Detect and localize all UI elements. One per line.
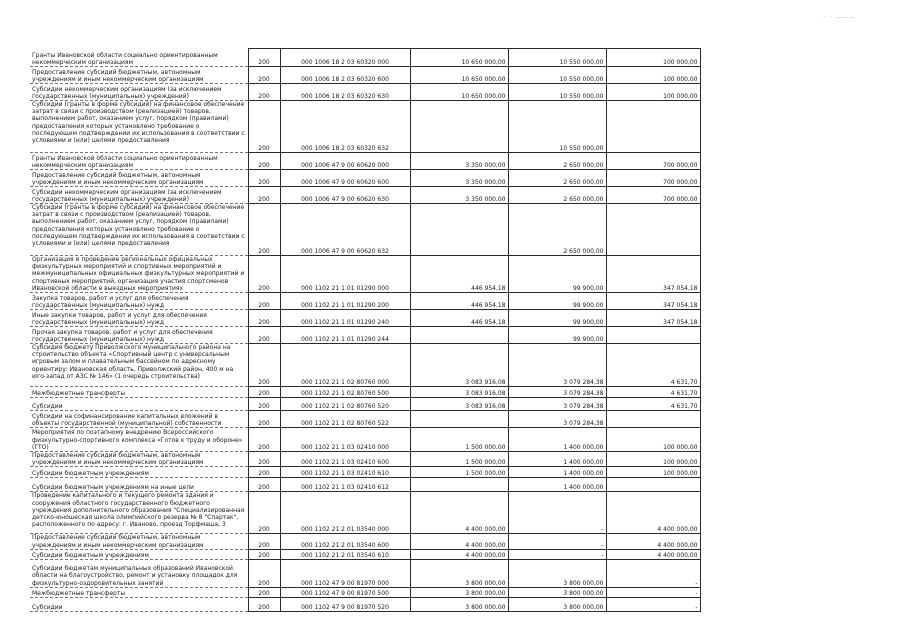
table-row [30,428,700,452]
row-budget-code: 000 1102 21 1 03 02410 000 [280,428,410,452]
row-budget-code: 000 1006 18 2 03 60320 600 [280,67,410,84]
row-unexecuted-amount: 4 400 000,00 [606,549,700,559]
row-name: Предоставление субсидий бюджетным, автономным учреждениям и иным некоммерческим организациям [30,534,248,549]
row-approved-amount: 3 350 000,00 [410,187,508,204]
row-unexecuted-amount [606,478,700,492]
row-line-code: 200 [248,187,280,204]
row-executed-amount: 10 550 000,00 [508,67,606,84]
row-approved-amount: 446 954,18 [410,256,508,293]
row-unexecuted-amount: - [606,597,700,611]
row-approved-amount: 3 083 916,08 [410,344,508,387]
row-approved-amount: 4 400 000,00 [410,534,508,549]
table-row [30,67,700,84]
row-approved-amount: 4 400 000,00 [410,492,508,534]
row-name: Субсидии (гранты в форме субсидий) на финансовое обеспечение затрат в связи с производством (реализацией) товаров, выполнением работ, оказанием услуг, порядком (правилами) предоставления которых установлено требование о последующем подтверждении их использования в соответствии с условиями и (или) целями предоставления [30,204,248,256]
row-executed-amount: 3 079 284,38 [508,344,606,387]
row-line-code: 200 [248,411,280,428]
row-approved-amount: 3 350 000,00 [410,170,508,187]
row-approved-amount: 3 800 000,00 [410,597,508,611]
row-name: Мероприятия по поэтапному внедрению Всероссийского физкультурно-спортивного комплекса «Готов к труду и обороне» (ГТО) [30,428,248,452]
row-executed-amount: 10 550 000,00 [508,49,606,67]
table-row [30,49,700,67]
row-budget-code: 000 1102 47 9 00 81970 000 [280,559,410,587]
row-unexecuted-amount: 4 631,70 [606,387,700,398]
row-unexecuted-amount: 100 000,00 [606,428,700,452]
row-executed-amount: 2 650 000,00 [508,153,606,170]
row-executed-amount: 99 900,00 [508,327,606,344]
row-unexecuted-amount: 700 000,00 [606,187,700,204]
row-budget-code: 000 1102 21 1 01 01290 240 [280,310,410,327]
row-approved-amount: 3 800 000,00 [410,587,508,597]
row-unexecuted-amount [606,411,700,428]
table-row [30,187,700,204]
row-name: Субсидии некоммерческим организациям (за исключением государственных (муниципальных) учреждений) [30,187,248,204]
row-unexecuted-amount: - [606,559,700,587]
row-executed-amount: 1 400 000,00 [508,467,606,478]
table-row [30,411,700,428]
row-unexecuted-amount [606,204,700,256]
row-budget-code: 000 1102 21 1 01 01290 244 [280,327,410,344]
row-name: Субсидия бюджету Приволжского муниципального района на строительство объекта «Спортивный центр с универсальным игровым залом и плавательным бассейном по адресному ориентиру: Ивановская область, Приволжский район, 400 м на юго-запад от АЗС № 146» (1 очередь строительства) [30,344,248,387]
row-executed-amount: 1 400 000,00 [508,478,606,492]
row-line-code: 200 [248,549,280,559]
row-line-code: 200 [248,293,280,310]
row-line-code: 200 [248,478,280,492]
table-row [30,534,700,549]
row-approved-amount [410,478,508,492]
row-unexecuted-amount [606,327,700,344]
row-line-code: 200 [248,398,280,411]
row-name: Иные закупки товаров, работ и услуг для обеспечения государственных (муниципальных) нужд [30,310,248,327]
row-executed-amount: 3 079 284,38 [508,411,606,428]
row-budget-code: 000 1102 21 1 03 02410 612 [280,478,410,492]
row-line-code: 200 [248,49,280,67]
row-line-code: 200 [248,387,280,398]
row-line-code: 200 [248,84,280,101]
row-line-code: 200 [248,587,280,597]
row-executed-amount: 3 079 284,38 [508,398,606,411]
row-unexecuted-amount: 347 054,18 [606,256,700,293]
row-budget-code: 000 1102 21 1 01 01290 000 [280,256,410,293]
budget-table-body [30,49,700,612]
row-unexecuted-amount [606,101,700,153]
row-name: Субсидии бюджетам муниципальных образований Ивановской области на благоустройство, ремонт и установку площадок для физкультурно-оздоровительных занятий [30,559,248,587]
row-line-code: 200 [248,153,280,170]
row-unexecuted-amount: 4 400 000,00 [606,492,700,534]
row-name: Организация и проведение региональных официальных физкультурных мероприятий и спортивных мероприятий и межмуниципальных официальных физкультурных мероприятий и спортивных мероприятий, организация участия спортсменов Ивановской области в выездных мероприятиях [30,256,248,293]
row-unexecuted-amount: - [606,587,700,597]
row-executed-amount: - [508,492,606,534]
row-unexecuted-amount: 700 000,00 [606,170,700,187]
corner-mark: · · · ——— [818,14,857,21]
row-budget-code: 000 1006 47 9 00 60620 600 [280,170,410,187]
table-row [30,398,700,411]
row-line-code: 200 [248,310,280,327]
row-name: Субсидии на софинансирование капитальных вложений в объекты государственной (муниципальной) собственности [30,411,248,428]
row-budget-code: 000 1006 18 2 03 60320 630 [280,84,410,101]
table-row [30,293,700,310]
table-row [30,153,700,170]
row-line-code: 200 [248,559,280,587]
row-unexecuted-amount: 100 000,00 [606,67,700,84]
row-line-code: 200 [248,534,280,549]
row-name: Предоставление субсидий бюджетным, автономным учреждениям и иным некоммерческим организациям [30,170,248,187]
table-row [30,559,700,587]
row-line-code: 200 [248,344,280,387]
row-approved-amount: 10 650 000,00 [410,84,508,101]
row-unexecuted-amount: 100 000,00 [606,467,700,478]
table-row [30,344,700,387]
row-name: Субсидии бюджетным учреждениям [30,549,248,559]
row-budget-code: 000 1102 21 1 02 80760 000 [280,344,410,387]
row-budget-code: 000 1102 21 1 02 80760 520 [280,398,410,411]
row-executed-amount: 2 650 000,00 [508,187,606,204]
row-budget-code: 000 1006 18 2 03 60320 000 [280,49,410,67]
row-line-code: 200 [248,204,280,256]
row-executed-amount: - [508,534,606,549]
row-budget-code: 000 1006 18 2 03 60320 632 [280,101,410,153]
row-approved-amount: 446 954,18 [410,310,508,327]
table-row [30,101,700,153]
row-executed-amount: 2 650 000,00 [508,170,606,187]
row-executed-amount: 1 400 000,00 [508,428,606,452]
row-approved-amount [410,411,508,428]
row-name: Межбюджетные трансферты [30,387,248,398]
row-name: Субсидии (гранты в форме субсидий) на финансовое обеспечение затрат в связи с производством (реализацией) товаров, выполнением работ, оказанием услуг, порядком (правилами) предоставления которых установлено требование о последующем подтверждении их использования в соответствии с условиями и (или) целями предоставления [30,101,248,153]
row-approved-amount: 446 954,18 [410,293,508,310]
budget-table [30,48,701,612]
row-approved-amount: 3 083 916,08 [410,398,508,411]
table-row [30,170,700,187]
row-executed-amount: 10 550 000,00 [508,84,606,101]
row-line-code: 200 [248,467,280,478]
row-name: Предоставление субсидий бюджетным, автономным учреждениям и иным некоммерческим организациям [30,67,248,84]
row-name: Субсидии [30,398,248,411]
row-executed-amount: 3 800 000,00 [508,597,606,611]
row-budget-code: 000 1006 47 9 00 60620 000 [280,153,410,170]
row-executed-amount: 99 900,00 [508,293,606,310]
row-approved-amount: 3 350 000,00 [410,153,508,170]
row-unexecuted-amount: 100 000,00 [606,452,700,467]
row-approved-amount: 3 800 000,00 [410,559,508,587]
row-name: Прочая закупка товаров, работ и услуг для обеспечения государственных (муниципальных) нужд [30,327,248,344]
table-row [30,310,700,327]
row-approved-amount [410,101,508,153]
row-line-code: 200 [248,327,280,344]
row-budget-code: 000 1102 21 1 02 80760 522 [280,411,410,428]
row-executed-amount: 3 079 284,38 [508,387,606,398]
table-row [30,549,700,559]
table-row [30,492,700,534]
table-row [30,467,700,478]
row-executed-amount: 99 900,00 [508,310,606,327]
row-unexecuted-amount: 4 631,70 [606,398,700,411]
table-row [30,387,700,398]
row-line-code: 200 [248,597,280,611]
table-row [30,256,700,293]
row-budget-code: 000 1102 47 9 00 81970 500 [280,587,410,597]
row-budget-code: 000 1006 47 9 00 60620 632 [280,204,410,256]
table-row [30,597,700,611]
row-unexecuted-amount: 700 000,00 [606,153,700,170]
row-name: Проведение капитального и текущего ремонта здания и сооружения областного государственного бюджетного учреждения дополнительного образования "Специализированная детско-юношеская школа олимпийского резерва № 8 "Спартак", расположенного по адресу: г. Иваново, проезд Торфмаша, 3 [30,492,248,534]
row-budget-code: 000 1102 21 1 01 01290 200 [280,293,410,310]
row-approved-amount: 1 500 000,00 [410,452,508,467]
row-name: Субсидии некоммерческим организациям (за исключением государственных (муниципальных) учреждений) [30,84,248,101]
row-executed-amount: 99 900,00 [508,256,606,293]
row-line-code: 200 [248,256,280,293]
row-budget-code: 000 1102 47 9 00 81970 520 [280,597,410,611]
row-name: Закупка товаров, работ и услуг для обеспечения государственных (муниципальных) нужд [30,293,248,310]
table-row [30,204,700,256]
row-name: Гранты Ивановской области социально ориентированным некоммерческим организациям [30,49,248,67]
row-approved-amount: 10 650 000,00 [410,67,508,84]
row-line-code: 200 [248,492,280,534]
row-executed-amount: 3 800 000,00 [508,559,606,587]
row-budget-code: 000 1102 21 2 01 03540 610 [280,549,410,559]
row-approved-amount: 10 650 000,00 [410,49,508,67]
row-line-code: 200 [248,428,280,452]
row-executed-amount: 10 550 000,00 [508,101,606,153]
table-row [30,452,700,467]
table-row [30,587,700,597]
row-unexecuted-amount: 4 631,70 [606,344,700,387]
table-row [30,327,700,344]
row-approved-amount [410,204,508,256]
row-approved-amount: 1 500 000,00 [410,467,508,478]
table-row [30,478,700,492]
table-row [30,84,700,101]
row-approved-amount: 3 083 916,08 [410,387,508,398]
row-name: Межбюджетные трансферты [30,587,248,597]
row-unexecuted-amount: 4 400 000,00 [606,534,700,549]
row-unexecuted-amount: 347 054,18 [606,310,700,327]
row-approved-amount: 4 400 000,00 [410,549,508,559]
row-name: Предоставление субсидий бюджетным, автономным учреждениям и иным некоммерческим организациям [30,452,248,467]
row-executed-amount: - [508,549,606,559]
row-unexecuted-amount: 100 000,00 [606,84,700,101]
row-executed-amount: 1 400 000,00 [508,452,606,467]
row-budget-code: 000 1102 21 1 03 02410 610 [280,467,410,478]
row-budget-code: 000 1102 21 2 01 03540 000 [280,492,410,534]
row-budget-code: 000 1102 21 1 02 80760 500 [280,387,410,398]
row-name: Субсидии бюджетным учреждениям на иные цели [30,478,248,492]
row-executed-amount: 3 800 000,00 [508,587,606,597]
row-name: Субсидии [30,597,248,611]
row-approved-amount: 1 500 000,00 [410,428,508,452]
row-budget-code: 000 1006 47 9 00 60620 630 [280,187,410,204]
row-name: Субсидии бюджетным учреждениям [30,467,248,478]
row-budget-code: 000 1102 21 1 03 02410 600 [280,452,410,467]
row-line-code: 200 [248,452,280,467]
row-budget-code: 000 1102 21 2 01 03540 600 [280,534,410,549]
row-approved-amount [410,327,508,344]
row-line-code: 200 [248,170,280,187]
row-line-code: 200 [248,101,280,153]
row-executed-amount: 2 650 000,00 [508,204,606,256]
row-unexecuted-amount: 347 054,18 [606,293,700,310]
row-name: Гранты Ивановской области социально ориентированным некоммерческим организациям [30,153,248,170]
row-line-code: 200 [248,67,280,84]
row-unexecuted-amount: 100 000,00 [606,49,700,67]
